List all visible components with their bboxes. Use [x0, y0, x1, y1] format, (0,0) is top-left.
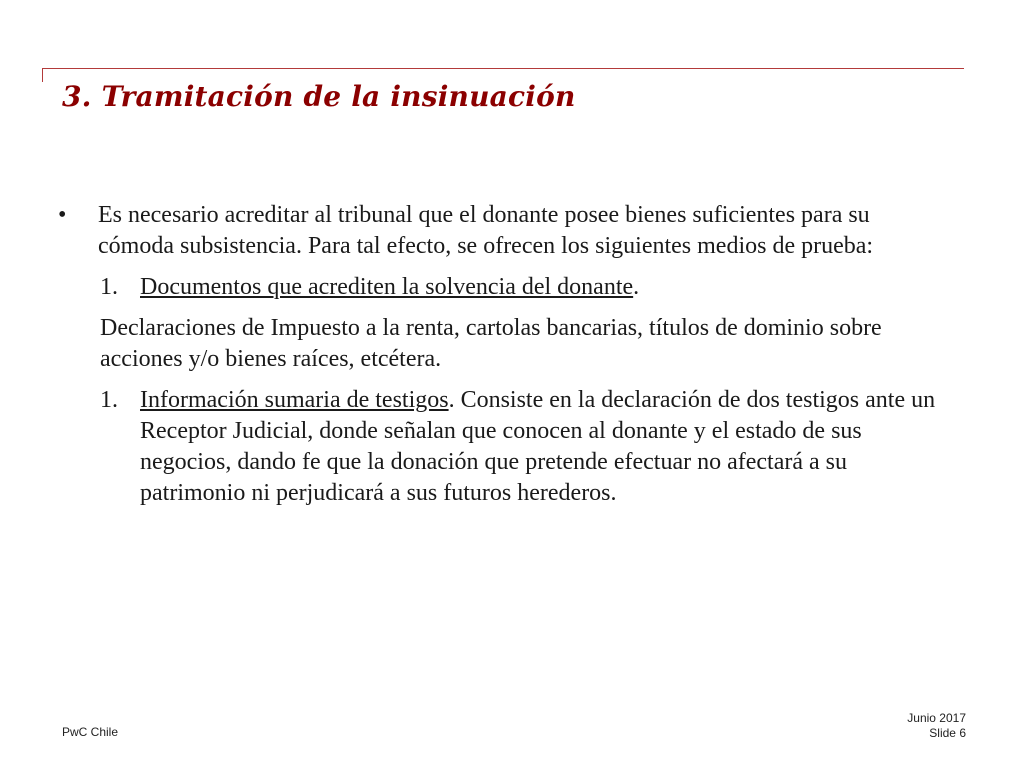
- footer-company: PwC Chile: [62, 725, 119, 739]
- item-text: [140, 272, 948, 303]
- item-heading: Información sumaria de testigos: [140, 387, 449, 413]
- footer-info: [907, 711, 966, 741]
- bullet-mark: •: [58, 202, 67, 228]
- item-text: [140, 385, 948, 509]
- item-rest: .: [633, 274, 640, 300]
- item-heading: Documentos que acrediten la solvencia del donante: [140, 274, 634, 300]
- item-number: 1.: [100, 274, 118, 300]
- numbered-item-witnesses: [100, 385, 948, 509]
- item-rest: . Consiste en la declaración de dos testigos ante un Receptor Judicial, donde señalan que conocen al donante y el estado de sus negocios, dando fe que la donación que pretende efectuar no afectará a su patrimonio ni perjudicará a sus futuros herederos.: [140, 387, 936, 506]
- footer-date: Junio 2017: [907, 711, 966, 725]
- slide-title: 3. Tramitación de la insinuación: [62, 80, 576, 113]
- bullet-item: [58, 200, 948, 262]
- footer-slide-number: Slide 6: [929, 726, 966, 740]
- documents-detail: Declaraciones de Impuesto a la renta, cartolas bancarias, títulos de dominio sobre acciones y/o bienes raíces, etcétera.: [100, 315, 882, 372]
- bullet-text: Es necesario acreditar al tribunal que el donante posee bienes suficientes para su cómoda subsistencia. Para tal efecto, se ofrecen los siguientes medios de prueba:: [98, 202, 874, 259]
- header-rule-horizontal: [42, 68, 964, 69]
- item-number: 1.: [100, 387, 118, 413]
- slide-content: [58, 200, 948, 509]
- numbered-item-documents: [100, 272, 948, 303]
- header-rule-vertical: [42, 68, 43, 82]
